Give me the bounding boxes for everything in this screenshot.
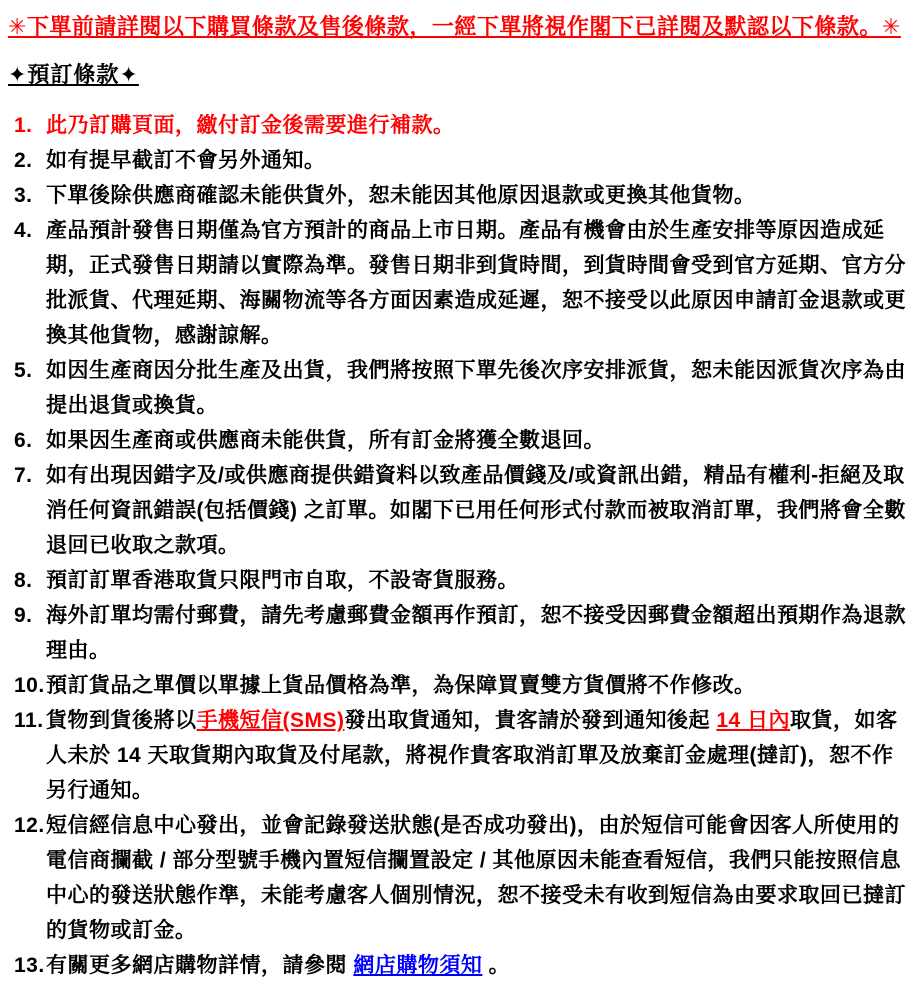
term-text-segment: 如果因生產商或供應商未能供貨，所有訂金將獲全數退回。: [46, 429, 605, 452]
sms-notice-emphasis: 手機短信(SMS): [196, 709, 345, 732]
term-text-segment: 有關更多網店購物詳情，請參閱: [46, 954, 354, 977]
term-item-1: [8, 108, 907, 143]
term-text-segment: 預訂訂單香港取貨只限門市自取，不設寄貨服務。: [46, 569, 519, 592]
term-number: 9.: [14, 604, 33, 627]
term-item-11: [8, 703, 907, 808]
term-text-segment: 下單後除供應商確認未能供貨外，恕未能因其他原因退款或更換其他貨物。: [46, 184, 756, 207]
term-item-6: [8, 423, 907, 458]
term-text-segment: 取貨，如客人未於 14 天取貨期內取貨及付尾款，將視作貴客取消訂單及放棄訂金處理(撻訂)，恕不作另行通知。: [46, 709, 898, 802]
term-item-13: [8, 948, 907, 983]
term-text-segment: 。: [482, 954, 511, 977]
term-item-7: [8, 458, 907, 563]
term-number: 4.: [14, 219, 33, 242]
term-item-4: [8, 213, 907, 353]
term-text-segment: 產品預計發售日期僅為官方預計的商品上市日期。產品有機會由於生產安排等原因造成延期，正式發售日期請以實際為準。發售日期非到貨時間，到貨時間會受到官方延期、官方分批派貨、代理延期、海關物流等各方面因素造成延遲，恕不接受以此原因申請訂金退款或更換其他貨物，感謝諒解。: [46, 219, 906, 347]
term-number: 13.: [14, 954, 45, 977]
term-number: 7.: [14, 464, 33, 487]
term-number: 12.: [14, 814, 45, 837]
term-item-5: [8, 353, 907, 423]
terms-list: [8, 108, 907, 983]
term-text-segment: 貨物到貨後將以: [46, 709, 197, 732]
pickup-deadline-emphasis: 14 日內: [716, 709, 791, 732]
term-text-segment: 如有提早截訂不會另外通知。: [46, 149, 326, 172]
term-number: 10.: [14, 674, 45, 697]
term-item-10: [8, 668, 907, 703]
term-number: 5.: [14, 359, 33, 382]
term-number: 3.: [14, 184, 33, 207]
term-text-segment: 如有出現因錯字及/或供應商提供錯資料以致產品價錢及/或資訊出錯，精品有權利-拒絕及取消任何資訊錯誤(包括價錢) 之訂單。如閣下已用任何形式付款而被取消訂單，我們將會全數退回已收取之款項。: [46, 464, 906, 557]
term-text-segment: 預訂貨品之單價以單據上貨品價格為準，為保障買賣雙方貨價將不作修改。: [46, 674, 756, 697]
term-item-2: [8, 143, 907, 178]
term-text-segment: 海外訂單均需付郵費，請先考慮郵費金額再作預訂，恕不接受因郵費金額超出預期作為退款理由。: [46, 604, 906, 662]
term-number: 6.: [14, 429, 33, 452]
term-number: 11.: [14, 709, 44, 732]
term-number: 1.: [14, 114, 33, 137]
term-number: 8.: [14, 569, 33, 592]
store-shopping-guide-link[interactable]: 網店購物須知: [353, 954, 483, 977]
term-text-segment: 短信經信息中心發出，並會記錄發送狀態(是否成功發出)，由於短信可能會因客人所使用的電信商攔截 / 部分型號手機內置短信攔置設定 / 其他原因未能查看短信，我們只能按照信息中心的發送狀態作準，未能考慮客人個別情況，恕不接受未有收到短信為由要求取回已撻訂的貨物或訂金。: [46, 814, 906, 942]
term-item-3: [8, 178, 907, 213]
term-number: 2.: [14, 149, 33, 172]
term-text-segment: 此乃訂購頁面，繳付訂金後需要進行補款。: [46, 114, 455, 137]
term-item-9: [8, 598, 907, 668]
purchase-terms-warning-header: ✳下單前請詳閱以下購買條款及售後條款，一經下單將視作閣下已詳閱及默認以下條款。✳: [8, 14, 901, 39]
term-text-segment: 發出取貨通知，貴客請於發到通知後起: [344, 709, 717, 732]
term-item-8: [8, 563, 907, 598]
term-text-segment: 如因生產商因分批生產及出貨，我們將按照下單先後次序安排派貨，恕未能因派貨次序為由提出退貨或換貨。: [46, 359, 906, 417]
preorder-terms-title: ✦預訂條款✦: [8, 62, 139, 87]
term-item-12: [8, 808, 907, 948]
